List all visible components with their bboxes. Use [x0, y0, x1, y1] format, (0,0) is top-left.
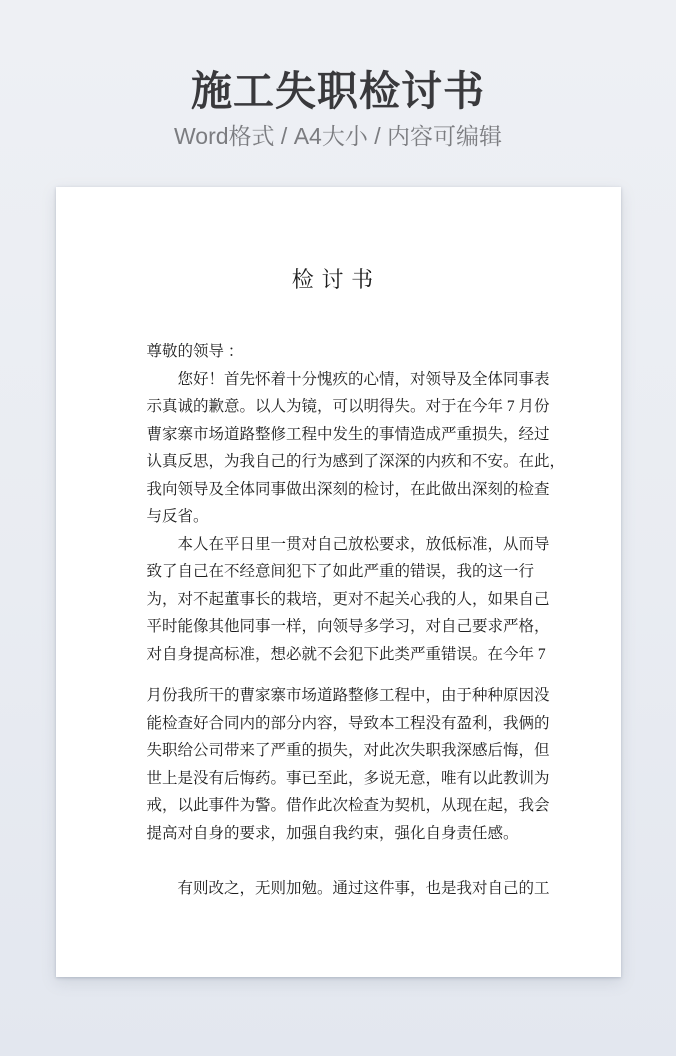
- doc-text-line: 失职给公司带来了严重的损失，对此次失职我深感后悔，但: [146, 742, 550, 759]
- doc-text-line: 本人在平日里一贯对自己放松要求，放低标准，从而导: [146, 535, 550, 553]
- doc-text-line: 认真反思，为我自己的行为感到了深深的内疚和不安。在此，: [146, 453, 566, 470]
- header: [0, 0, 676, 150]
- paragraph-4: [146, 875, 550, 903]
- doc-text-line: 对自身提高标准，想必就不会犯下此类严重错误。在今年 7: [146, 645, 546, 663]
- doc-text-line: 示真诚的歉意。以人为镜，可以明得失。对于在今年 7 月份: [146, 398, 550, 415]
- doc-text-line: 能检查好合同内的部分内容，导致本工程没有盈利，我俩的: [146, 714, 550, 732]
- salutation-line: 尊敬的领导 ：: [146, 343, 244, 360]
- doc-text-line: 提高对自身的要求，加强自我约束，强化自身责任感。: [146, 824, 519, 842]
- document-title: 检讨书: [291, 267, 381, 292]
- doc-text-line: 为，对不起董事长的栽培，更对不起关心我的人，如果自己: [146, 590, 550, 608]
- document-page: [56, 187, 621, 977]
- page-subtitle: Word格式 / A4大小 / 内容可编辑: [173, 123, 502, 149]
- doc-text-line: 我向领导及全体同事做出深刻的检讨，在此做出深刻的检查: [146, 480, 550, 498]
- doc-text-line: 有则改之，无则加勉。通过这件事，也是我对自己的工: [146, 880, 550, 897]
- doc-text-line: 世上是没有后悔药。事已至此，多说无意，唯有以此教训为: [146, 769, 550, 787]
- doc-text-line: 与反省。: [146, 508, 209, 525]
- paragraph-3: [146, 682, 550, 847]
- doc-text-line: 月份我所干的曹家寨市场道路整修工程中，由于种种原因没: [146, 687, 550, 704]
- doc-text-line: 曹家寨市场道路整修工程中发生的事情造成严重损失，经过: [146, 425, 550, 443]
- paragraph-1: [146, 366, 566, 531]
- doc-text-line: 您好！首先怀着十分愧疚的心情，对领导及全体同事表: [146, 370, 550, 388]
- paragraph-2: [146, 531, 550, 669]
- doc-text-line: 戒，以此事件为警。借作此次检查为契机，从现在起，我会: [146, 797, 550, 814]
- doc-text-line: 平时能像其他同事一样，向领导多学习，对自己要求严格，: [146, 618, 550, 635]
- page-title: 施工失职检讨书: [191, 68, 485, 114]
- doc-text-line: 致了自己在不经意间犯下了如此严重的错误，我的这一行: [146, 563, 535, 580]
- document-body: [146, 338, 566, 903]
